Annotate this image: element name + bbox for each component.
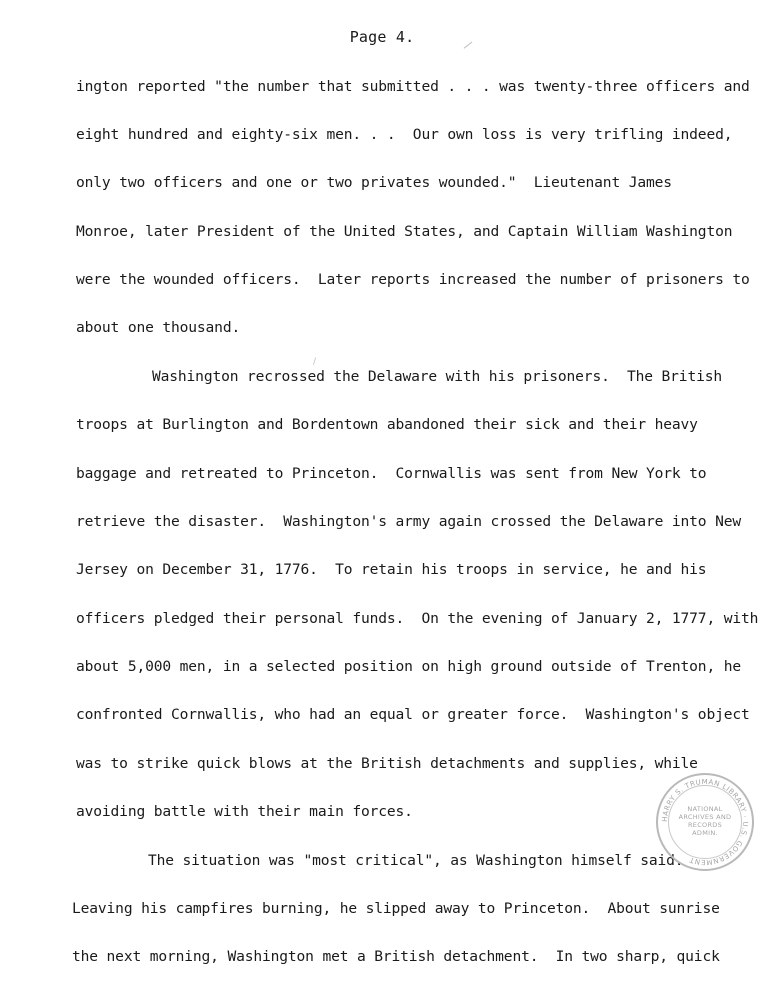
text-line: Leaving his campfires burning, he slipped away to Princeton. About sunrise — [72, 900, 720, 917]
stamp-ring-text: HARRY S. TRUMAN LIBRARY · U.S. GOVERNMENT — [660, 777, 750, 867]
text-line: officers pledged their personal funds. On the evening of January 2, 1777, with — [76, 610, 759, 627]
text-line: was to strike quick blows at the British detachments and supplies, while — [76, 755, 698, 772]
stamp-center-line: ADMIN. — [692, 829, 718, 837]
text-line: about 5,000 men, in a selected position on high ground outside of Trenton, he — [76, 658, 741, 675]
text-line: eight hundred and eighty-six men. . . Our own loss is very trifling indeed, — [76, 126, 733, 143]
text-line: Monroe, later President of the United States, and Captain William Washington — [76, 223, 733, 240]
text-line: retrieve the disaster. Washington's army again crossed the Delaware into New — [76, 513, 741, 530]
text-line: were the wounded officers. Later reports increased the number of prisoners to — [76, 271, 750, 288]
text-line: the next morning, Washington met a British detachment. In two sharp, quick — [72, 948, 720, 965]
stamp-center-line: NATIONAL — [687, 805, 723, 813]
text-line: troops at Burlington and Bordentown abandoned their sick and their heavy — [76, 416, 698, 433]
text-line: Washington recrossed the Delaware with his prisoners. The British — [152, 368, 722, 385]
stamp-center-line: RECORDS — [687, 821, 723, 829]
stray-pen-mark: / — [462, 38, 474, 52]
text-line: only two officers and one or two privates wounded." Lieutenant James — [76, 174, 672, 191]
text-line: Jersey on December 31, 1776. To retain his troops in service, he and his — [76, 561, 707, 578]
text-line: baggage and retreated to Princeton. Cornwallis was sent from New York to — [76, 465, 707, 482]
archive-stamp — [656, 773, 754, 871]
text-line: about one thousand. — [76, 319, 241, 336]
text-line: The situation was "most critical", as Washington himself said. — [148, 852, 684, 869]
text-line: avoiding battle with their main forces. — [76, 803, 413, 820]
text-line: ington reported "the number that submitted . . . was twenty-three officers and — [76, 78, 750, 95]
stamp-center-text — [658, 805, 752, 837]
page-number: Page 4. — [349, 28, 415, 46]
text-line: confronted Cornwallis, who had an equal or greater force. Washington's object — [76, 706, 750, 723]
stamp-center-line: ARCHIVES AND — [678, 813, 732, 821]
stray-pen-mark: / — [313, 357, 317, 367]
